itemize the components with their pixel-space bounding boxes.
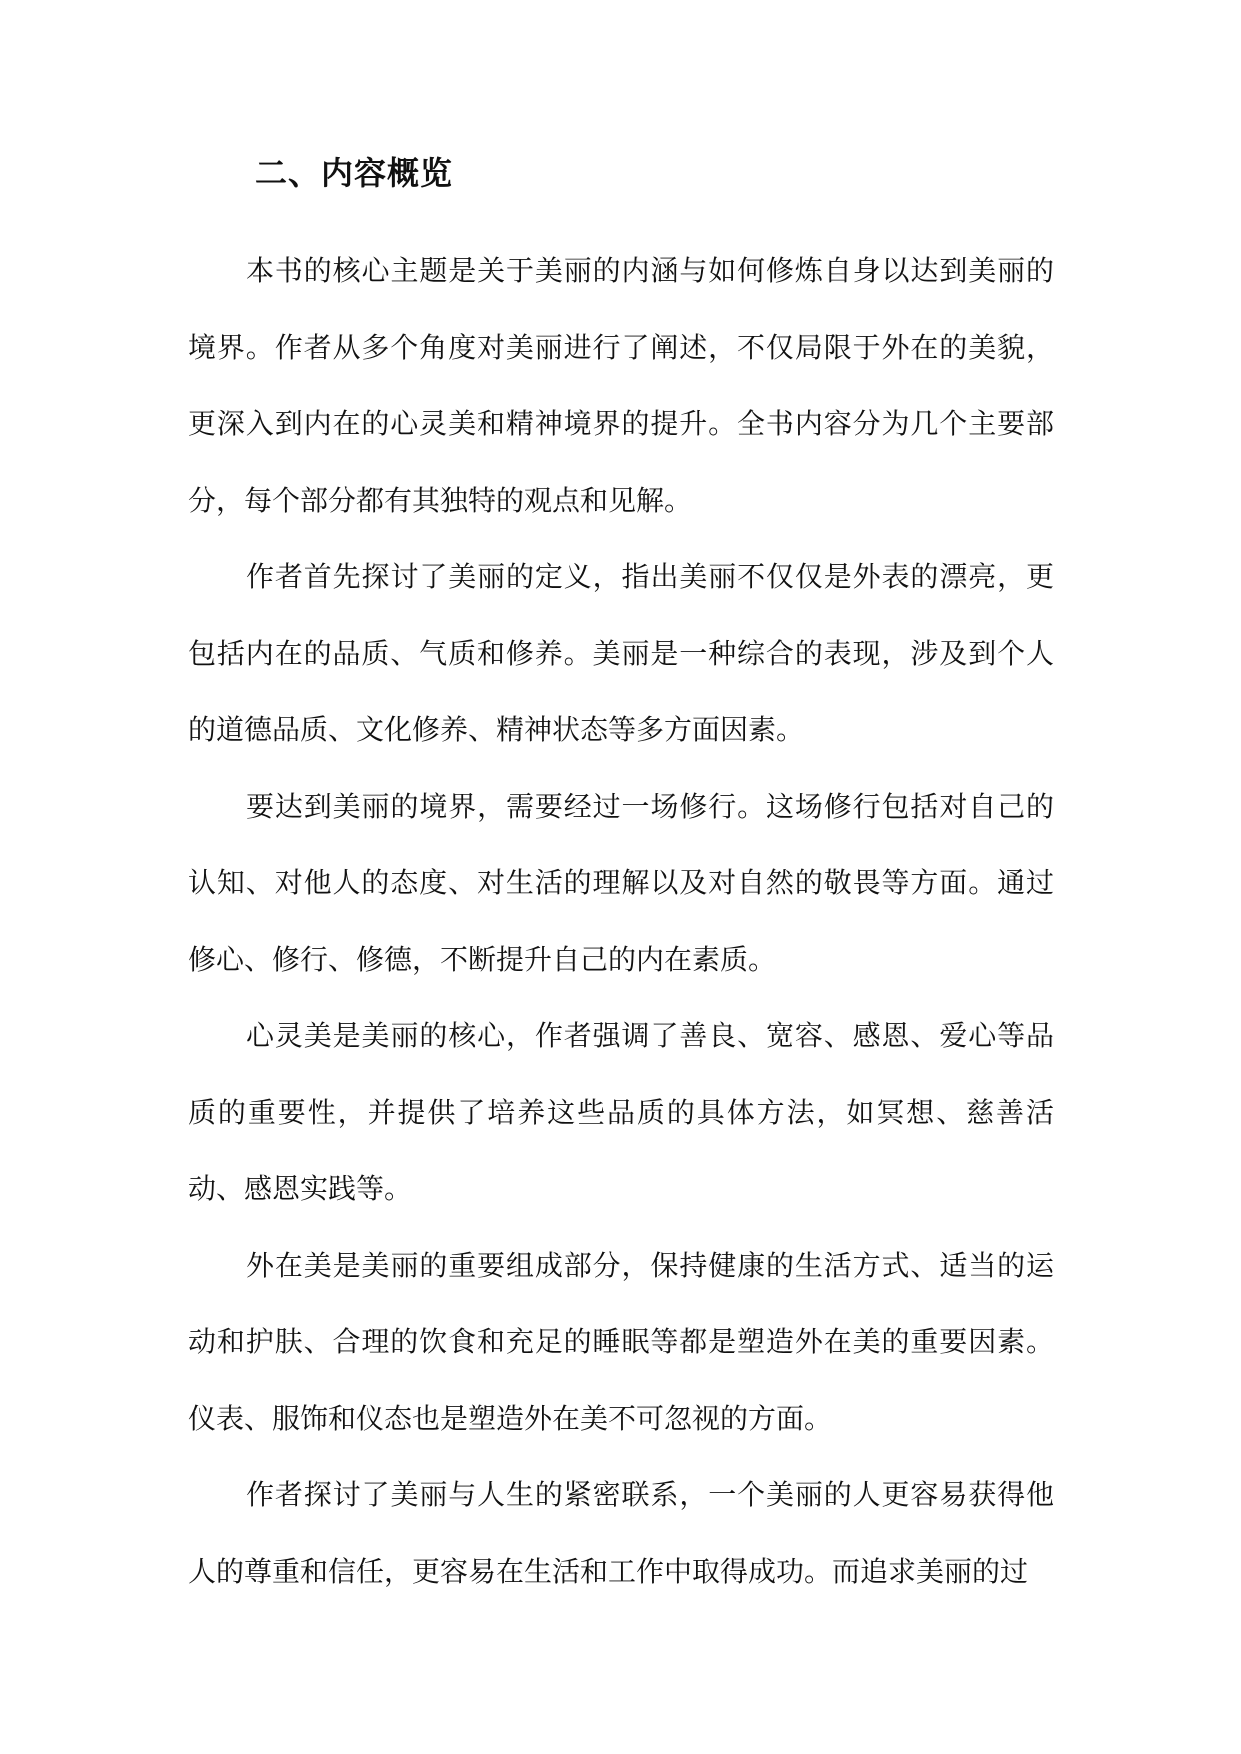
paragraph-2: 作者首先探讨了美丽的定义，指出美丽不仅仅是外表的漂亮，更包括内在的品质、气质和修养。美丽是一种综合的表现，涉及到个人的道德品质、文化修养、精神状态等多方面因素。 — [188, 560, 1054, 746]
body-text — [188, 233, 1054, 1610]
paragraph-4: 心灵美是美丽的核心，作者强调了善良、宽容、感恩、爱心等品质的重要性，并提供了培养这些品质的具体方法，如冥想、慈善活动、感恩实践等。 — [188, 1019, 1054, 1205]
paragraph-1: 本书的核心主题是关于美丽的内涵与如何修炼自身以达到美丽的境界。作者从多个角度对美丽进行了阐述，不仅局限于外在的美貌，更深入到内在的心灵美和精神境界的提升。全书内容分为几个主要部分，每个部分都有其独特的观点和见解。 — [188, 254, 1054, 517]
paragraph-5: 外在美是美丽的重要组成部分，保持健康的生活方式、适当的运动和护肤、合理的饮食和充足的睡眠等都是塑造外在美的重要因素。仪表、服饰和仪态也是塑造外在美不可忽视的方面。 — [188, 1248, 1054, 1435]
paragraph-6: 作者探讨了美丽与人生的紧密联系，一个美丽的人更容易获得他人的尊重和信任，更容易在生活和工作中取得成功。而追求美丽的过 — [188, 1478, 1054, 1588]
section-heading: 二、内容概览 — [255, 154, 454, 192]
paragraph-3: 要达到美丽的境界，需要经过一场修行。这场修行包括对自己的认知、对他人的态度、对生活的理解以及对自然的敬畏等方面。通过修心、修行、修德，不断提升自己的内在素质。 — [188, 789, 1054, 976]
